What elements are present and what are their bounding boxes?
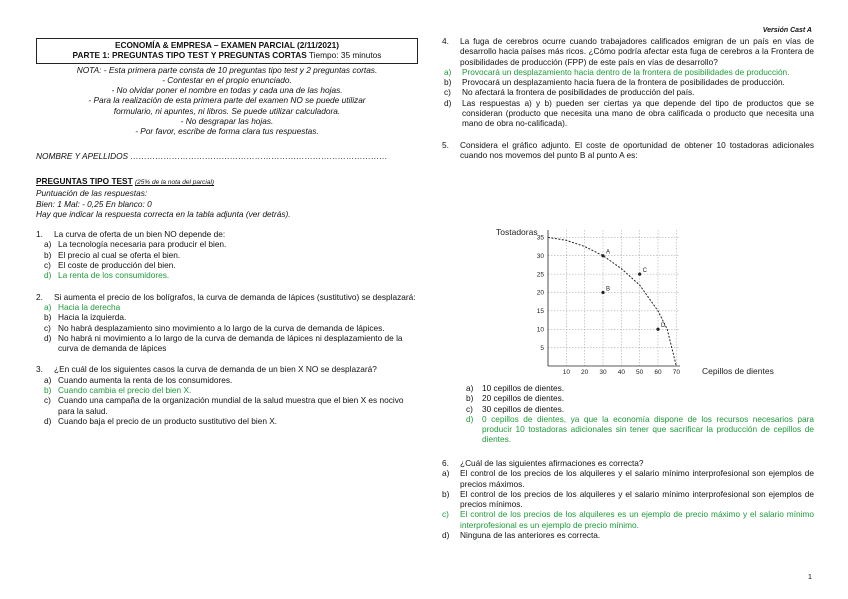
- option-b[interactable]: b) El control de los precios de los alquileres y el salario mínimo interprofesional son ejemplos de precios mínimos.: [442, 488, 814, 510]
- option-d-correct[interactable]: d) 0 cepillos de dientes, ya que la economía dispone de los recursos necesarios para producir 10 tostadoras adicionales sin tener que sacrificar la producción de cepillos de dientes.: [466, 413, 814, 445]
- x-tick-label: 50: [636, 369, 644, 376]
- test-section-weight: (25% de la nota del parcial): [134, 178, 215, 186]
- option-d[interactable]: d) No habrá ni movimiento a lo largo de la curva de demanda de lápices ni desplazamiento de la curva de demanda de lápices: [44, 332, 403, 354]
- point-label-a: A: [606, 249, 611, 256]
- point-label-c: C: [642, 268, 648, 275]
- point-c: [638, 273, 641, 276]
- note-line: NOTA: - Esta primera parte consta de 10 preguntas tipo test y 2 preguntas cortas.: [76, 64, 378, 75]
- question-text: La curva de oferta de un bien NO depende de:: [54, 229, 226, 240]
- option-d[interactable]: d) Las respuestas a) y b) pueden ser ciertas ya que depende del tipo de productos que se consideran (producto que necesita una mano de obra calificada o producto que necesita una mano de obra no-calificada).: [444, 97, 814, 129]
- name-field[interactable]: NOMBRE Y APELLIDOS …………………………………………………………………………………: [36, 150, 388, 161]
- test-section-title: PREGUNTAS TIPO TEST: [36, 175, 133, 186]
- question-6: [442, 458, 814, 540]
- left-column: [36, 38, 418, 426]
- y-tick-label: 35: [536, 234, 544, 242]
- note-line: - No olvidar poner el nombre en todas y cada una de las hojas.: [111, 85, 343, 96]
- y-tick-label: 25: [536, 271, 544, 279]
- note-line: - No desgrapar las hojas.: [180, 116, 274, 127]
- question-5: [442, 140, 814, 161]
- option-c[interactable]: c) El coste de producción del bien.: [44, 260, 176, 271]
- option-c[interactable]: c) No afectará la frontera de posibilidades de producción del país.: [444, 87, 695, 98]
- y-tick-label: 30: [536, 252, 544, 260]
- option-d-correct[interactable]: d) La renta de los consumidores.: [44, 270, 170, 281]
- option-b[interactable]: b) Hacia la izquierda.: [44, 312, 127, 323]
- x-tick-label: 20: [581, 369, 589, 376]
- chart-points: [601, 250, 666, 331]
- point-d: [656, 328, 659, 331]
- ppf-curve-line: [548, 237, 676, 366]
- question-text: ¿Cuál de las siguientes afirmaciones es correcta?: [460, 458, 644, 468]
- y-tick-label: 5: [540, 344, 544, 352]
- note-line: - Contestar en el propio enunciado.: [162, 74, 292, 85]
- option-a[interactable]: a) 10 cepillos de dientes.: [466, 383, 565, 393]
- exam-subtitle: PARTE 1: PREGUNTAS TIPO TEST Y PREGUNTAS CORTAS: [72, 50, 307, 61]
- point-b: [601, 291, 604, 294]
- option-b-correct[interactable]: b) Cuando cambia el precio del bien X.: [44, 385, 192, 396]
- question-text: Considera el gráfico adjunto. El coste de oportunidad de obtener 10 tostadoras adicionales cuando nos movemos del punto B al punto A es:: [460, 139, 814, 160]
- note-line: - Por favor, escribe de forma clara tus respuestas.: [135, 126, 319, 137]
- option-a-correct[interactable]: a) Provocará un desplazamiento hacia dentro de la frontera de posibilidades de producción.: [444, 66, 790, 77]
- option-b[interactable]: b) 20 cepillos de dientes.: [466, 393, 565, 404]
- question-4: [442, 36, 814, 129]
- test-section-header: [36, 176, 418, 219]
- question-text: La fuga de cerebros ocurre cuando trabajadores calificados emigran de un país en vías de desarrollo hacia países más ricos. ¿Cómo podría afectar esta fuga de cerebros a la Frontera de posibilidades de producción (FPP) de este país en vías de desarrollo?: [460, 36, 814, 67]
- y-tick-label: 20: [536, 289, 544, 297]
- option-a-correct[interactable]: a) Hacia la derecha: [44, 301, 121, 312]
- point-label-d: D: [661, 323, 666, 330]
- chart-axes: [548, 230, 680, 366]
- exam-header: [36, 38, 418, 64]
- note-line: formulario, ni apuntes, ni libros. Se puede utilizar calculadora.: [113, 105, 341, 116]
- notes-block: [36, 65, 418, 137]
- option-a[interactable]: a) El control de los precios de los alquileres y el salario mínimo interprofesional son ejemplos de precios máximos.: [442, 468, 814, 489]
- x-tick-label: 40: [617, 369, 625, 376]
- option-b[interactable]: b) El precio al cual se oferta el bien.: [44, 249, 181, 260]
- y-tick-label: 10: [536, 326, 544, 334]
- scoring-values: Bien: 1 Mal: - 0,25 En blanco: 0: [36, 198, 152, 209]
- option-b[interactable]: b) Provocará un desplazamiento hacia fuera de la frontera de posibilidades de producción.: [444, 77, 785, 88]
- chart-x-label: Cepillos de dientes: [702, 366, 774, 376]
- ppf-chart: [492, 226, 792, 378]
- answer-instructions: Hay que indicar la respuesta correcta en la tabla adjunta (ver detrás).: [36, 208, 291, 219]
- question-5-options: [466, 383, 814, 445]
- option-a[interactable]: a) Cuando aumenta la renta de los consumidores.: [44, 374, 233, 385]
- question-2: [36, 292, 418, 354]
- question-text: ¿En cuál de los siguientes casos la curva de demanda de un bien X NO se desplazará?: [54, 364, 377, 375]
- question-number: 3.: [36, 364, 43, 375]
- question-number: 2.: [36, 291, 43, 302]
- x-tick-label: 70: [672, 369, 680, 376]
- option-c[interactable]: c) 30 cepillos de dientes.: [466, 403, 565, 414]
- x-tick-label: 30: [599, 369, 607, 376]
- question-text: Si aumenta el precio de los bolígrafos, la curva de demanda de lápices (sustitutivo) se desplazará:: [54, 291, 416, 302]
- point-label-b: B: [606, 286, 611, 293]
- chart-grid: [548, 230, 680, 366]
- option-c-correct[interactable]: c) El control de los precios de los alquileres es un ejemplo de precio máximo y el salario mínimo interprofesional es un ejemplo de precio mínimo.: [442, 509, 814, 530]
- question-3: [36, 364, 418, 426]
- point-a: [601, 254, 604, 257]
- option-c[interactable]: c) No habrá desplazamiento sino movimiento a lo largo de la curva de demanda de lápices.: [44, 322, 385, 333]
- option-d[interactable]: d) Cuando baja el precio de un producto sustitutivo del bien X.: [44, 415, 278, 426]
- note-line: - Para la realización de esta primera parte del examen NO se puede utilizar: [88, 95, 366, 106]
- option-a[interactable]: a) La tecnología necesaria para producir el bien.: [44, 239, 227, 250]
- question-number: 1.: [36, 229, 43, 240]
- x-tick-label: 60: [654, 369, 662, 376]
- chart-y-label: Tostadoras: [496, 227, 538, 237]
- option-d[interactable]: d) Ninguna de las anteriores es correcta.: [442, 530, 601, 541]
- right-column: [442, 36, 814, 160]
- exam-title: ECONOMÍA & EMPRESA – EXAMEN PARCIAL (2/11/2021): [114, 40, 340, 50]
- question-1: [36, 229, 418, 280]
- question-number: 6.: [442, 458, 449, 468]
- question-number: 4.: [442, 36, 449, 46]
- y-tick-label: 15: [536, 308, 544, 316]
- x-tick-label: 10: [562, 369, 570, 376]
- scoring-label: Puntuación de las respuestas:: [36, 188, 148, 199]
- version-label: Versión Cast A: [762, 27, 812, 34]
- question-number: 5.: [442, 139, 449, 150]
- exam-time: Tiempo: 35 minutos: [308, 50, 382, 61]
- page-number: 1: [807, 572, 812, 581]
- option-c[interactable]: c) Cuando una campaña de la organización mundial de la salud muestra que el bien X es nocivo para la salud.: [44, 395, 404, 416]
